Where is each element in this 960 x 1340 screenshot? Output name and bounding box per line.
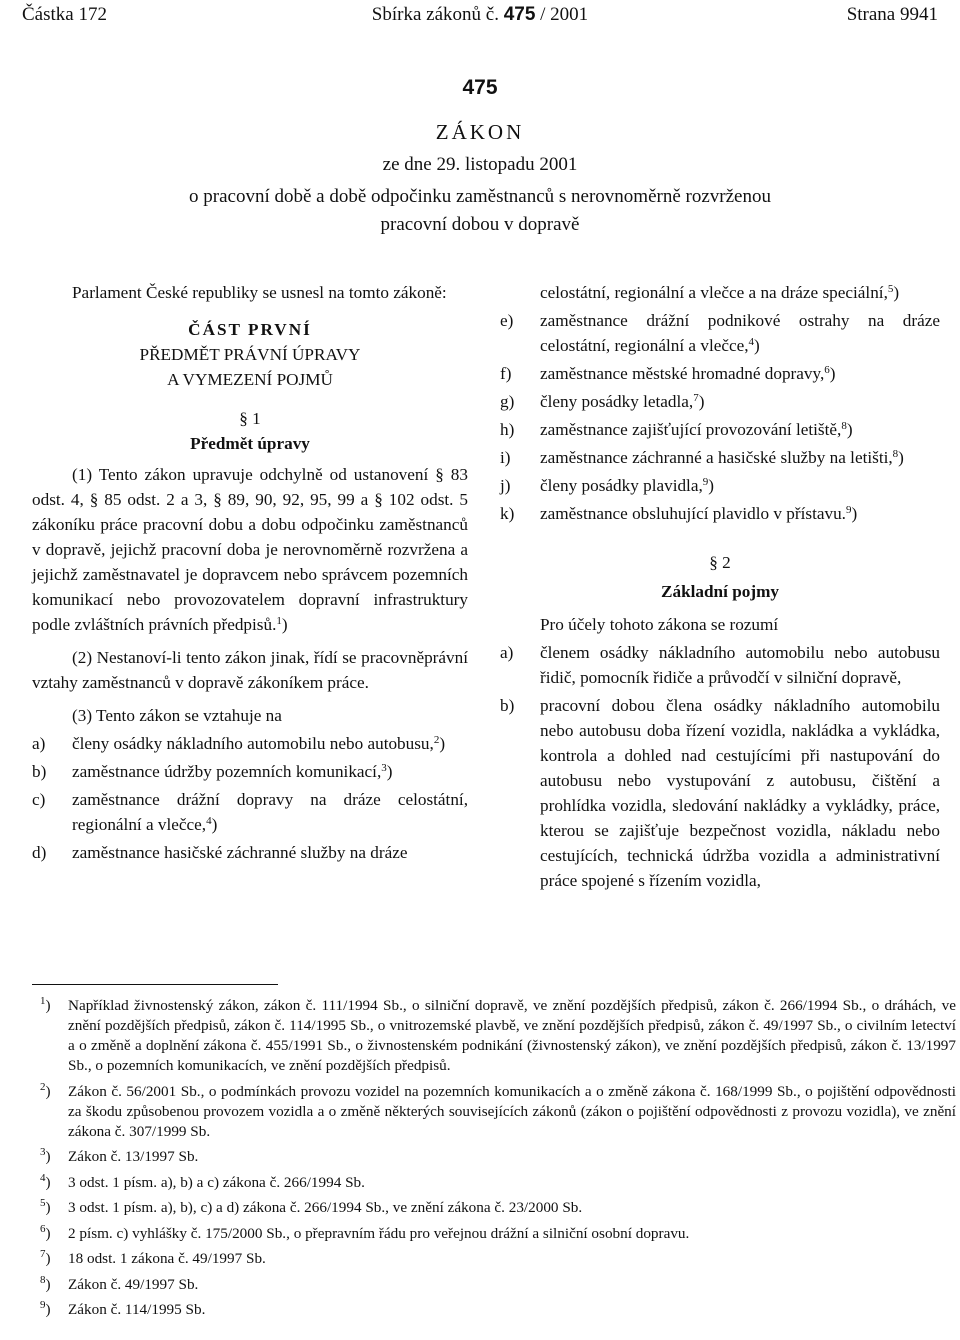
list-item: f) zaměstnance městské hromadné dopravy,$^6$): [500, 364, 836, 383]
footnote-ref: 1: [276, 615, 282, 627]
law-subject-line2: pracovní dobou v dopravě: [380, 214, 580, 235]
list-item: e) zaměstnance drážní podnikové ostrahy na dráze celostátní, regionální a vlečce,$^4$): [500, 311, 940, 355]
section-title: Základní pojmy: [661, 582, 779, 601]
definitions-intro: Pro účely tohoto zákona se rozumí: [540, 615, 779, 634]
section-number: § 1: [239, 409, 261, 428]
footnote: $^9$) Zákon č. 114/1995 Sb.: [40, 1299, 206, 1318]
section-number: § 2: [709, 553, 731, 572]
list-item: b) zaměstnance údržby pozemních komunikací,$^3$): [32, 762, 393, 781]
footnote-separator: [32, 984, 278, 985]
list-item: k) zaměstnance obsluhující plavidlo v přístavu.$^9$): [500, 504, 858, 523]
footnote: $^4$) 3 odst. 1 písm. a), b) a c) zákona č. 266/1994 Sb.: [40, 1171, 365, 1191]
list-item: i) zaměstnance záchranné a hasičské služby na letišti,$^8$): [500, 448, 904, 467]
part-title-1: PŘEDMĚT PRÁVNÍ ÚPRAVY: [139, 345, 361, 364]
list-item: d) zaměstnance hasičské záchranné služby na dráze: [32, 843, 408, 862]
definition-item: b) pracovní dobou člena osádky nákladního automobilu nebo autobusu doba řízení vozidla, nakládka a vykládka, kontrola a dohled nad cestujícími při nastupování do autobusu nebo vystupování z autobusu, čištění a prohlídka vozidla, sledování nakládky a vykládky, práce, kterou se zajišťuje bezpečnost vozidla, nákladu nebo cestujících, technická údržba vozidla a administrativní práce spojené s řízením vozidla,: [500, 696, 940, 890]
header-collection: Sbírka zákonů č. 475 / 2001: [371, 4, 589, 25]
footnote: $^1$) Například živnostenský zákon, zákon č. 111/1994 Sb., o silniční dopravě, ve znění pozdějších předpisů, zákon č. 266/1994 Sb., o dráhách, ve znění pozdějších předpisů, zákon č. 114/1995 Sb., o vnitrozemské plavbě, ve znění pozdějších předpisů, zákon č. 49/1997 Sb., o civilním letectví a o změně a doplnění zákona č. 455/1991 Sb., o živnostenském podnikání (živnostenský zákon), ve znění pozdějších předpisů, zákon č. 13/1997 Sb., o pozemních komunikacích, ve znění pozdějších předpisů.: [40, 995, 956, 1074]
header-page: Strana 9941: [846, 4, 938, 25]
footnote: $^6$) 2 písm. c) vyhlášky č. 175/2000 Sb., o přepravním řádu pro veřejnou drážní a silniční osobní dopravu.: [40, 1222, 690, 1242]
law-number: 475: [462, 76, 498, 99]
footnotes: [40, 996, 956, 1326]
part-heading: ČÁST PRVNÍ: [188, 320, 312, 339]
law-date: ze dne 29. listopadu 2001: [382, 154, 578, 175]
left-column: [32, 280, 468, 865]
law-subject-line1: o pracovní době a době odpočinku zaměstnanců s nerovnoměrně rozvrženou: [189, 186, 771, 207]
list-item-continuation: celostátní, regionální a vlečce a na dráze speciální,$^5$): [540, 283, 900, 302]
footnote: $^8$) Zákon č. 49/1997 Sb.: [40, 1273, 199, 1293]
paragraph-1: (1) Tento zákon upravuje odchylně od ustanovení § 83 odst. 4, § 85 odst. 2 a 3, § 89, 90, 92, 95, 99 a § 102 odst. 5 zákoníku práce pracovní dobu a dobu odpočinku zaměstnanců v dopravě, jejichž pracovní doba je nerovnoměrně rozvržena a jejichž zaměstnavatel je dopravcem nebo správcem pozemních komunikací nebo provozovatelem dopravní infrastruktury podle zvláštních právních předpisů.$^1$): [32, 465, 468, 634]
footnote: $^5$) 3 odst. 1 písm. a), b), c) a d) zákona č. 266/1994 Sb., ve znění zákona č. 23/2000 Sb.: [40, 1197, 583, 1216]
footnote: $^2$) Zákon č. 56/2001 Sb., o podmínkách provozu vozidel na pozemních komunikacích a o změně zákona č. 168/1999 Sb., o pojištění odpovědnosti za škodu způsobenou provozem vozidla a o změně některých souvisejících zákonů (zákon o pojištění odpovědnosti z provozu vozidla), ve znění zákona č. 307/1999 Sb.: [40, 1080, 956, 1140]
law-kind: ZÁKON: [435, 120, 525, 144]
paragraph-2: (2) Nestanoví-li tento zákon jinak, řídí se pracovněprávní vztahy zaměstnanců v dopravě zákoníkem práce.: [32, 648, 468, 692]
list-item: j) členy posádky plavidla,$^9$): [500, 476, 714, 495]
footnote: $^3$) Zákon č. 13/1997 Sb.: [40, 1146, 199, 1165]
list-item: g) členy posádky letadla,$^7$): [500, 392, 705, 411]
section-title: Předmět úpravy: [190, 434, 310, 453]
enacting-clause: Parlament České republiky se usnesl na tomto zákoně:: [72, 283, 447, 302]
right-column: [500, 280, 940, 893]
list-item: h) zaměstnance zajišťující provozování letiště,$^8$): [500, 420, 853, 439]
part-title-2: A VYMEZENÍ POJMŮ: [167, 370, 333, 389]
list-item: a) členy osádky nákladního automobilu nebo autobusu,$^2$): [32, 734, 446, 753]
list-item: c) zaměstnance drážní dopravy na dráze celostátní, regionální a vlečce,$^4$): [32, 790, 468, 834]
header-number: 475: [503, 4, 536, 25]
header-part: Částka 172: [22, 4, 107, 25]
page-header: [22, 4, 938, 28]
paragraph-3: (3) Tento zákon se vztahuje na: [72, 706, 282, 725]
definition-item: a) členem osádky nákladního automobilu nebo autobusu řidič, pomocník řidiče a průvodčí v silniční dopravě,: [500, 643, 940, 687]
footnote: $^7$) 18 odst. 1 zákona č. 49/1997 Sb.: [40, 1248, 266, 1267]
